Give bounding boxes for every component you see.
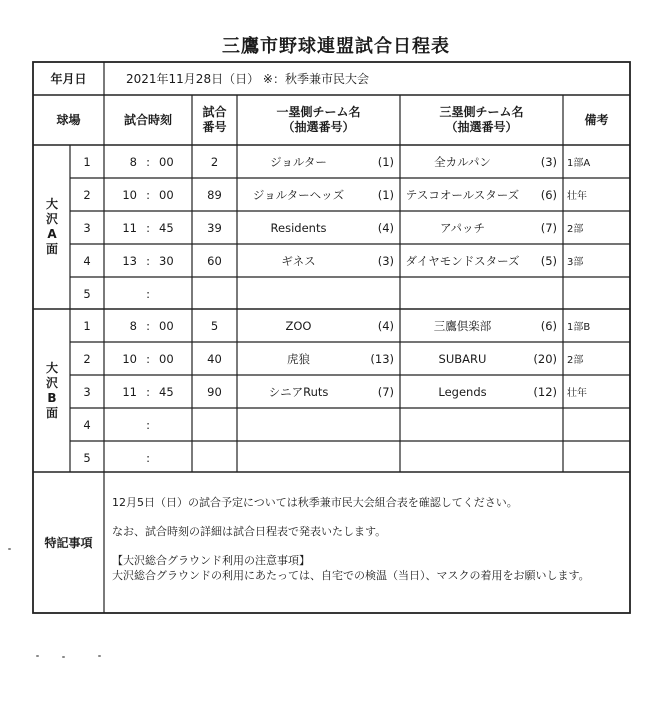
row-number: 3 [83, 384, 91, 399]
third-base-team: 三鷹倶楽部 [433, 318, 492, 333]
match-time [104, 375, 192, 408]
match-time [104, 441, 192, 474]
first-base-lot-number: (4) [377, 220, 394, 235]
third-base-lot-number: (6) [540, 187, 557, 202]
header-third-base [400, 95, 563, 145]
first-base-lot-number [352, 408, 400, 441]
third-base-lot-number [515, 277, 563, 310]
remark: 1部B [567, 322, 591, 333]
venue-a-char: A [47, 227, 57, 241]
venue-a-char: 面 [45, 242, 58, 256]
time-separator: : [146, 253, 150, 268]
third-base-team: テスコオールスターズ [405, 187, 520, 202]
third-base-team: Legends [438, 384, 487, 399]
first-base-team: ジョルターヘッズ [252, 187, 345, 202]
third-base-lot-number: (20) [533, 351, 557, 366]
first-base-lot-number: (13) [370, 351, 394, 366]
match-number: 39 [207, 220, 222, 235]
first-base-team [237, 441, 360, 474]
match-number: 90 [207, 384, 222, 399]
first-base-team: 虎狼 [287, 351, 310, 366]
first-base-lot-number [352, 441, 400, 474]
header-match-no-line1: 試合 [202, 105, 227, 119]
third-base-lot-number: (7) [540, 220, 557, 235]
row-number: 1 [83, 318, 91, 333]
remark: 3部 [567, 257, 584, 268]
first-base-lot-number [352, 277, 400, 310]
scan-mark [98, 655, 101, 657]
match-time [104, 277, 192, 310]
time-hour: 11 [122, 384, 137, 399]
match-number [192, 408, 237, 441]
remark: 2部 [567, 224, 584, 235]
remark: 2部 [567, 355, 584, 366]
first-base-team: シニアRuts [268, 384, 329, 399]
match-number [192, 277, 237, 310]
time-separator: : [146, 450, 150, 465]
header-first-base [237, 95, 400, 145]
time-minute: 00 [159, 351, 174, 366]
third-base-lot-number: (3) [540, 154, 557, 169]
match-time [104, 244, 192, 277]
time-minute: 00 [159, 154, 174, 169]
scan-mark [36, 655, 39, 657]
time-separator: : [146, 417, 150, 432]
match-number: 60 [207, 253, 222, 268]
notes-line-1: 12月5日（日）の試合予定については秋季兼市民大会組合表を確認してください。 [112, 496, 518, 509]
first-base-team: Residents [270, 220, 327, 235]
time-hour: 10 [122, 187, 137, 202]
remark [563, 408, 630, 441]
third-base-team [400, 441, 525, 474]
match-number: 2 [210, 154, 219, 169]
first-base-lot-number: (4) [377, 318, 394, 333]
third-base-team: ダイヤモンドスターズ [405, 253, 520, 268]
notes-line-4: 大沢総合グラウンドの利用にあたっては、自宅での検温（当日）、マスクの着用をお願いします。 [112, 569, 590, 582]
match-time [104, 342, 192, 375]
venue-a-char: 沢 [45, 212, 58, 226]
remark: 壮年 [567, 388, 587, 399]
time-minute: 00 [159, 318, 174, 333]
match-number: 40 [207, 351, 222, 366]
header-third-base-line2: （抽選番号） [445, 120, 518, 134]
first-base-team [237, 408, 360, 441]
third-base-team: アパッチ [439, 220, 486, 235]
scan-mark [62, 656, 65, 658]
time-hour: 10 [122, 351, 137, 366]
first-base-lot-number: (1) [377, 187, 394, 202]
notes-body [112, 495, 627, 583]
time-hour: 11 [122, 220, 137, 235]
match-time [104, 211, 192, 244]
remark: 1部A [567, 158, 591, 169]
match-number: 5 [210, 318, 219, 333]
scan-mark [8, 548, 11, 550]
row-number: 4 [83, 253, 91, 268]
match-number [192, 441, 237, 474]
time-separator: : [146, 384, 150, 399]
first-base-team: ギネス [281, 253, 316, 268]
time-minute: 45 [159, 384, 174, 399]
time-hour: 8 [129, 318, 137, 333]
header-first-base-line2: （抽選番号） [282, 120, 355, 134]
first-base-team [237, 277, 360, 310]
date-value: 2021年11月28日（日） ※：秋季兼市民大会 [126, 72, 369, 86]
first-base-lot-number: (1) [377, 154, 394, 169]
header-first-base-line1: 一塁側チーム名 [276, 105, 361, 119]
time-minute: 30 [159, 253, 174, 268]
venue-b-char: 大 [45, 360, 58, 375]
row-number: 3 [83, 220, 91, 235]
third-base-team: 全カルパン [434, 154, 491, 169]
time-separator: : [146, 220, 150, 235]
row-number: 5 [83, 286, 91, 301]
notes-label: 特記事項 [44, 536, 93, 550]
third-base-lot-number [515, 441, 563, 474]
venue-b-char: 沢 [45, 375, 58, 390]
time-separator: : [146, 154, 150, 169]
match-time [104, 178, 192, 211]
third-base-lot-number [515, 408, 563, 441]
time-minute: 00 [159, 187, 174, 202]
time-separator: : [146, 351, 150, 366]
header-remarks: 備考 [584, 112, 609, 127]
row-number: 4 [83, 417, 91, 432]
header-time: 試合時刻 [123, 112, 172, 127]
third-base-lot-number: (12) [533, 384, 557, 399]
match-time [104, 309, 192, 342]
third-base-team [400, 408, 525, 441]
venue-label-b [37, 309, 67, 472]
first-base-team: ZOO [285, 318, 312, 333]
page-title: 三鷹市野球連盟試合日程表 [222, 36, 450, 57]
first-base-team: ジョルター [270, 154, 327, 169]
match-time [104, 145, 192, 178]
match-time [104, 408, 192, 441]
notes-line-2: なお、試合時刻の詳細は試合日程表で発表いたします。 [112, 525, 387, 538]
time-separator: : [146, 318, 150, 333]
third-base-lot-number: (5) [540, 253, 557, 268]
header-match-no-line2: 番号 [202, 120, 227, 134]
first-base-lot-number: (7) [377, 384, 394, 399]
venue-label-a [37, 145, 67, 309]
header-venue: 球場 [56, 112, 81, 127]
time-separator: : [146, 286, 150, 301]
date-label: 年月日 [50, 72, 87, 86]
time-minute: 45 [159, 220, 174, 235]
notes-line-3: 【大沢総合グラウンド利用の注意事項】 [112, 554, 310, 567]
time-hour: 13 [122, 253, 137, 268]
third-base-team [400, 277, 525, 310]
first-base-lot-number: (3) [377, 253, 394, 268]
time-separator: : [146, 187, 150, 202]
venue-a-char: 大 [45, 197, 58, 211]
row-number: 1 [83, 154, 91, 169]
third-base-lot-number: (6) [540, 318, 557, 333]
third-base-team: SUBARU [438, 351, 487, 366]
remark: 壮年 [567, 191, 587, 202]
row-number: 2 [83, 351, 91, 366]
header-third-base-line1: 三塁側チーム名 [439, 105, 524, 119]
remark [563, 441, 630, 474]
time-hour: 8 [129, 154, 137, 169]
venue-b-char: B [47, 390, 57, 405]
match-number: 89 [207, 187, 222, 202]
row-number: 2 [83, 187, 91, 202]
venue-b-char: 面 [45, 405, 58, 420]
header-match-no [192, 95, 237, 145]
remark [563, 277, 630, 310]
row-number: 5 [83, 450, 91, 465]
